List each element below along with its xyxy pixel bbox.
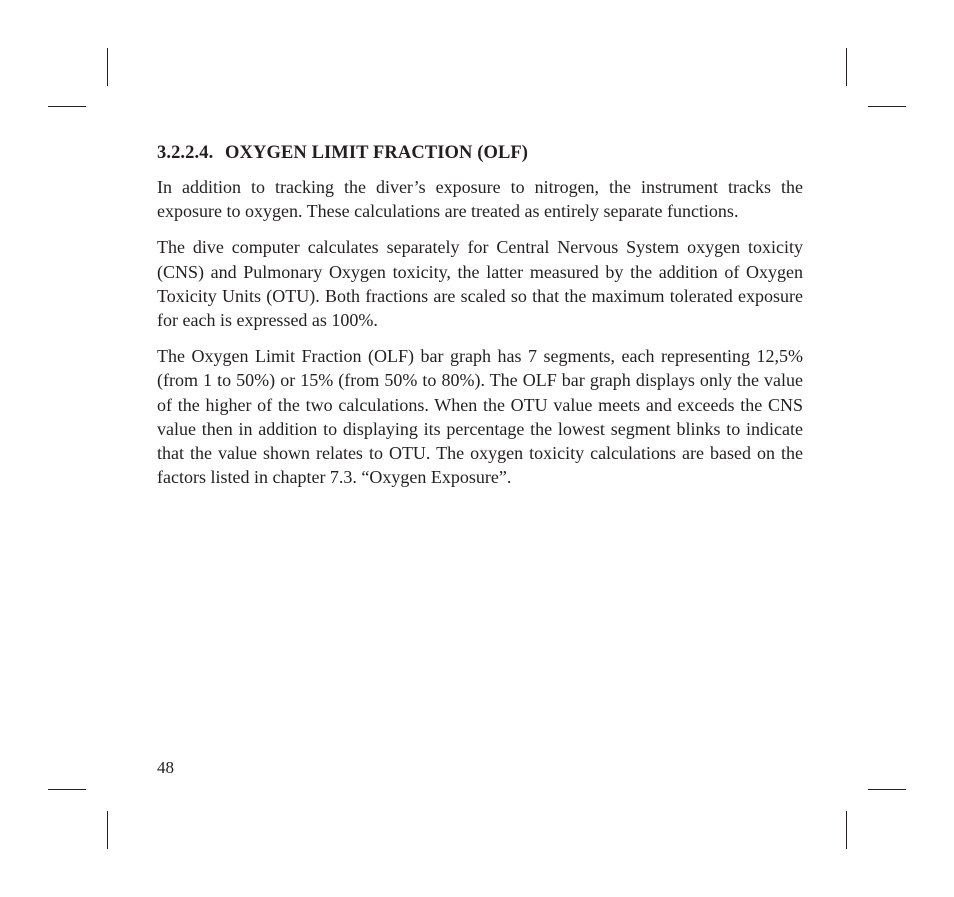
section-heading	[157, 141, 803, 165]
crop-mark-bottom-right-vertical	[846, 811, 847, 849]
crop-mark-bottom-left-vertical	[107, 811, 108, 849]
crop-mark-bottom-right-horizontal	[868, 789, 906, 790]
section-number: 3.2.2.4.	[157, 143, 214, 163]
page-number: 48	[157, 758, 174, 777]
crop-mark-top-right-horizontal	[868, 106, 906, 107]
crop-mark-top-left-horizontal	[48, 106, 86, 107]
paragraph-intro: In addition to tracking the diver’s exposure to nitrogen, the instrument tracks the exposure to oxygen. These calculations are treated as entirely separate functions.	[157, 177, 803, 222]
crop-mark-top-right-vertical	[846, 48, 847, 86]
page-content	[157, 141, 803, 501]
paragraph-olf-bar-graph: The Oxygen Limit Fraction (OLF) bar graph has 7 segments, each representing 12,5% (from 1 to 50%) or 15% (from 50% to 80%). The OLF bar graph displays only the value of the higher of the two calculations. When the OTU value meets and exceeds the CNS value then in addition to displaying its percentage the lowest segment blinks to indicate that the value shown relates to OTU. The oxygen toxicity calculations are based on the factors listed in chapter 7.3. “Oxygen Exposure”.	[157, 346, 803, 488]
paragraph-cns-otu: The dive computer calculates separately for Central Nervous System oxygen toxicity (CNS) and Pulmonary Oxygen toxicity, the latter measured by the addition of Oxygen Toxicity Units (OTU). Both fractions are scaled so that the maximum tolerated exposure for each is expressed as 100%.	[157, 237, 803, 331]
section-title: OXYGEN LIMIT FRACTION (OLF)	[225, 143, 529, 163]
crop-mark-top-left-vertical	[107, 48, 108, 86]
crop-mark-bottom-left-horizontal	[48, 789, 86, 790]
